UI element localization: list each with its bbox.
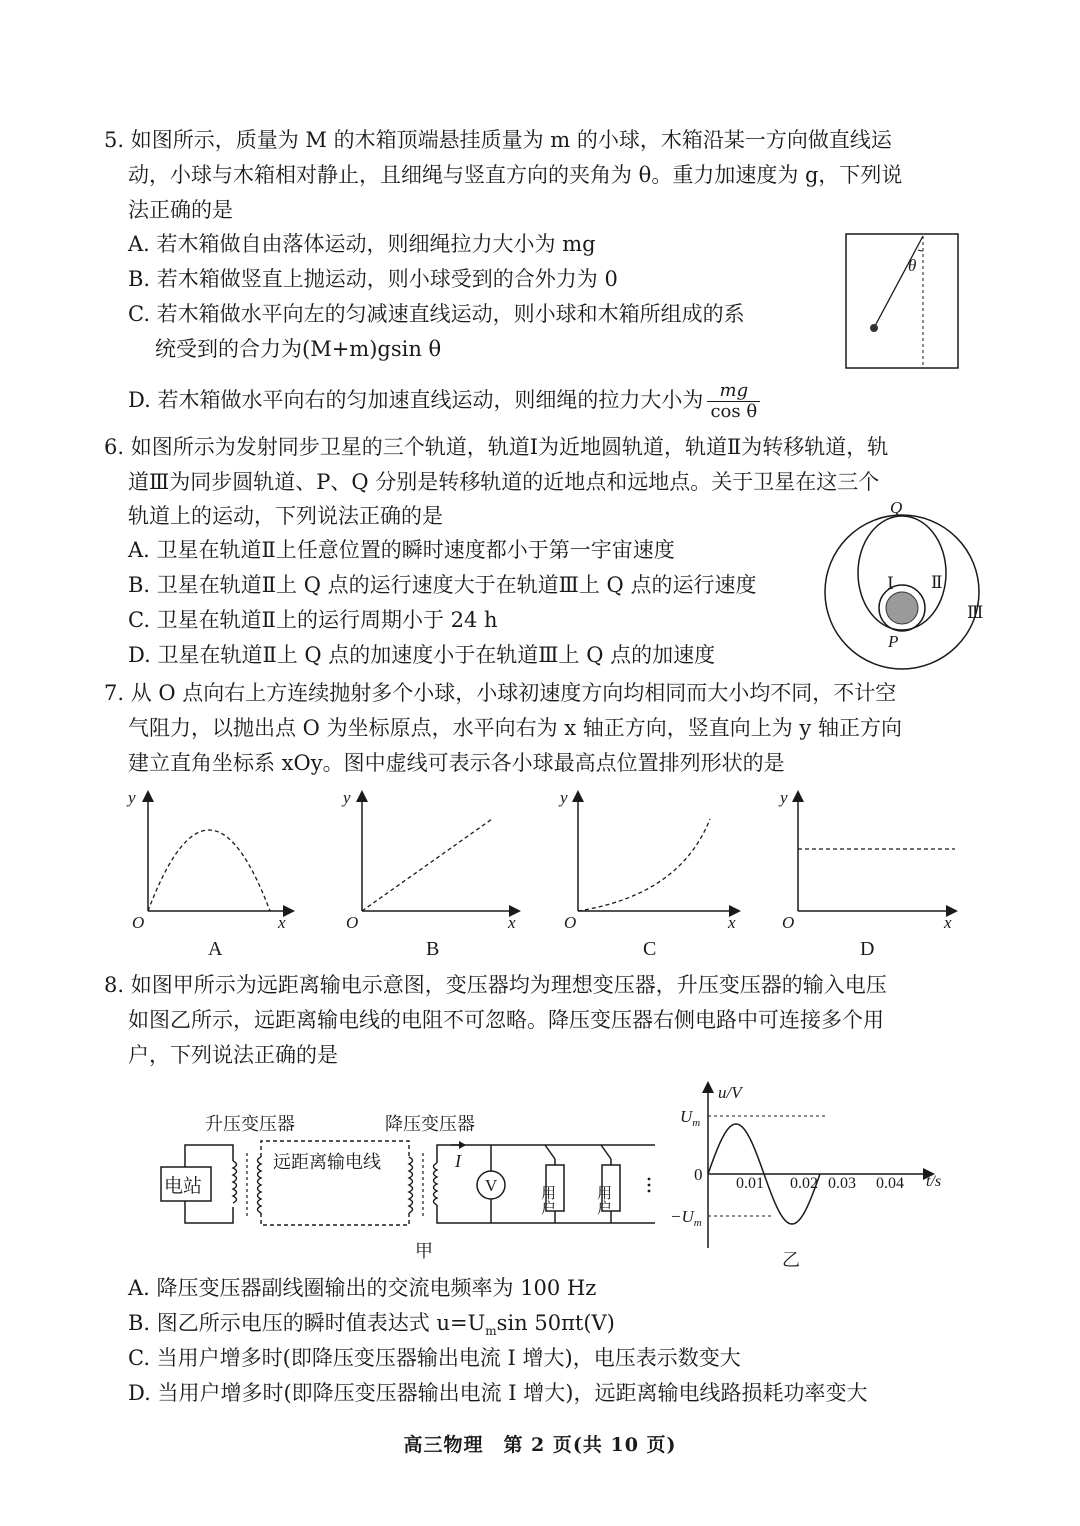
current-arrow: [459, 1141, 466, 1149]
q5-fraction-numerator: mg: [707, 381, 760, 402]
q8-circuit-figure: [155, 1105, 670, 1270]
q8-option-b-text: B. 图乙所示电压的瞬时值表达式 u=U: [128, 1311, 486, 1335]
orbit-iii-label: Ⅲ: [967, 603, 984, 622]
graph-caption: 乙: [782, 1250, 800, 1270]
q6-line-3: 轨道上的运动，下列说法正确的是: [128, 504, 443, 528]
orbit-i-label: Ⅰ: [887, 574, 894, 593]
graph-a-origin-label: O: [132, 913, 145, 932]
q8-line-1: 8. 如图甲所示为远距离输电示意图，变压器均为理想变压器，升压变压器的输入电压: [104, 973, 887, 997]
point-q-label: Q: [890, 500, 903, 517]
q6-option-d: D. 卫星在轨道Ⅱ上 Q 点的加速度小于在轨道Ⅲ上 Q 点的加速度: [128, 643, 716, 667]
graph-b-x-label: x: [508, 913, 516, 932]
q6-line-2: 道Ⅲ为同步圆轨道、P、Q 分别是转移轨道的近地点和远地点。关于卫星在这三个: [128, 470, 880, 494]
q8-option-c: C. 当用户增多时(即降压变压器输出电流 I 增大)，电压表示数变大: [128, 1346, 741, 1370]
q6-option-a: A. 卫星在轨道Ⅱ上任意位置的瞬时速度都小于第一宇宙速度: [128, 538, 675, 562]
user-1-switch: [545, 1145, 555, 1159]
q8-option-b: [128, 1308, 615, 1346]
q7-line-3: 建立直角坐标系 xOy。图中虚线可表示各小球最高点位置排列形状的是: [128, 751, 785, 775]
small-ball: [870, 324, 878, 332]
q5-option-d-text: D. 若木箱做水平向右的匀加速直线运动，则细绳的拉力大小为: [128, 388, 704, 412]
graph-d-x-label: x: [944, 913, 952, 932]
graph-b-caption: B: [426, 938, 440, 960]
tick-label-3: 0.03: [828, 1175, 856, 1192]
q8-option-d: D. 当用户增多时(即降压变压器输出电流 I 增大)，远距离输电线路损耗功率变大: [128, 1381, 868, 1405]
q5-fraction-denominator: cos θ: [710, 401, 758, 422]
tick-label-2: 0.02: [790, 1175, 818, 1192]
q6-line-1: 6. 如图所示为发射同步卫星的三个轨道，轨道Ⅰ为近地圆轨道，轨道Ⅱ为转移轨道，轨: [104, 435, 889, 459]
step-down-label: 降压变压器: [385, 1114, 475, 1134]
graph-c-x-label: x: [728, 913, 736, 932]
umin-label: $-U_m$: [670, 1207, 702, 1229]
string: [875, 236, 923, 326]
q8-line-3: 户，下列说法正确的是: [128, 1043, 338, 1067]
graph-c-origin-label: O: [564, 913, 577, 932]
step-down-primary-coil: [409, 1157, 413, 1213]
q8-voltage-graph: [670, 1078, 960, 1278]
transmission-line-bottom: [261, 1213, 409, 1225]
q7-graphs: [120, 785, 970, 965]
graph-b-line: [362, 819, 492, 911]
q5-option-d: [128, 381, 760, 422]
step-up-secondary-coil: [258, 1157, 262, 1213]
tick-label-1: 0.01: [736, 1175, 764, 1192]
circuit-caption: 甲: [415, 1241, 433, 1261]
step-up-primary-coil: [233, 1161, 237, 1203]
zero-label: 0: [694, 1165, 703, 1184]
user-2-switch: [601, 1145, 611, 1159]
graph-d: [778, 788, 955, 960]
point-p-label: P: [888, 632, 899, 651]
graph-a-x-label: x: [278, 913, 286, 932]
graph-a: [126, 788, 292, 960]
q5-option-d-fraction: [707, 381, 760, 422]
graph-a-curve: [148, 830, 270, 911]
u-axis-label: u/V: [718, 1083, 742, 1102]
graph-b-origin-label: O: [346, 913, 359, 932]
graph-d-caption: D: [860, 938, 875, 960]
voltmeter-label: V: [485, 1176, 498, 1195]
q5-box-figure: [845, 233, 959, 369]
q8-option-b-tail: sin 50πt(V): [496, 1311, 615, 1335]
output-bus-top: [437, 1145, 655, 1163]
q5-line-3: 法正确的是: [128, 198, 233, 222]
angle-arc: [918, 250, 923, 251]
step-up-label: 升压变压器: [205, 1114, 295, 1134]
q6-option-c: C. 卫星在轨道Ⅱ上的运行周期小于 24 h: [128, 608, 498, 632]
current-label: I: [455, 1151, 461, 1171]
q6-option-b: B. 卫星在轨道Ⅱ上 Q 点的运行速度大于在轨道Ⅲ上 Q 点的运行速度: [128, 573, 757, 597]
graph-c-y-label: y: [560, 788, 568, 807]
graph-a-y-label: y: [128, 788, 136, 807]
q5-option-b: B. 若木箱做竖直上抛运动，则小球受到的合外力为 0: [128, 267, 618, 291]
graph-b-y-label: y: [343, 788, 351, 807]
q5-option-c-line-1: C. 若木箱做水平向左的匀减速直线运动，则小球和木箱所组成的系: [128, 302, 745, 326]
graph-c-caption: C: [643, 938, 657, 960]
q5-option-a: A. 若木箱做自由落体运动，则细绳拉力大小为 mg: [128, 232, 596, 256]
transmission-line-label: 远距离输电线: [273, 1152, 381, 1172]
orbit-ii-label: Ⅱ: [931, 573, 943, 592]
q7-line-2: 气阻力，以抛出点 O 为坐标原点，水平向右为 x 轴正方向，竖直向上为 y 轴正方向: [128, 716, 902, 740]
graph-c: [558, 788, 738, 960]
power-station-label: 电站: [164, 1176, 203, 1197]
earth: [886, 592, 918, 624]
graph-a-caption: A: [208, 938, 223, 960]
page-footer: 高三物理 第 2 页(共 10 页): [403, 1434, 677, 1456]
angle-label: θ: [908, 256, 917, 275]
wooden-box: [846, 234, 958, 368]
graph-b: [341, 788, 518, 960]
q7-line-1: 7. 从 O 点向右上方连续抛射多个小球，小球初速度方向均相同而大小均不同，不计空: [104, 681, 897, 705]
q5-line-2: 动，小球与木箱相对静止，且细绳与竖直方向的夹角为 θ。重力加速度为 g，下列说: [128, 163, 903, 187]
tick-label-4: 0.04: [876, 1175, 904, 1192]
umax-label: $U_m$: [680, 1107, 701, 1129]
graph-c-curve: [578, 819, 710, 911]
q8-option-b-subscript: m: [485, 1324, 497, 1339]
q5-line-1: 5. 如图所示，质量为 M 的木箱顶端悬挂质量为 m 的小球，木箱沿某一方向做直线运: [104, 128, 892, 152]
t-axis-label: t/s: [926, 1173, 942, 1190]
q6-orbit-figure: [815, 500, 995, 675]
step-down-secondary-coil: [434, 1163, 438, 1205]
user-1-label: 用户: [539, 1185, 555, 1215]
graph-d-y-label: y: [780, 788, 788, 807]
graph-d-origin-label: O: [782, 913, 795, 932]
user-2-label: 用户: [595, 1185, 611, 1215]
q5-option-c-line-2: 统受到的合力为(M+m)gsin θ: [155, 337, 442, 361]
q8-option-a: A. 降压变压器副线圈输出的交流电频率为 100 Hz: [128, 1276, 597, 1300]
q8-line-2: 如图乙所示，远距离输电线的电阻不可忽略。降压变压器右侧电路中可连接多个用: [128, 1008, 884, 1032]
